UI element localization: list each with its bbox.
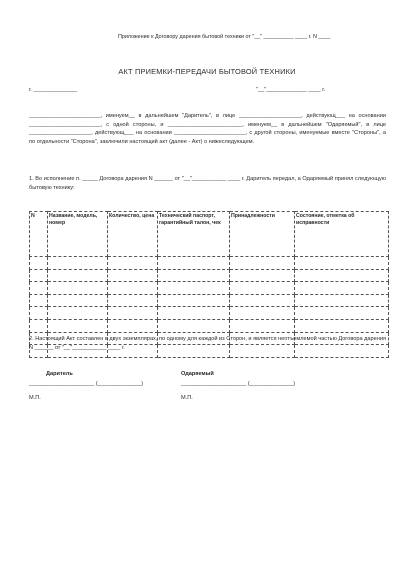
document-title: АКТ ПРИЕМКИ-ПЕРЕДАЧИ БЫТОВОЙ ТЕХНИКИ [118,67,296,76]
table-cell [230,319,295,332]
table-cell [30,282,48,295]
table-cell [230,307,295,320]
parties-paragraph: _______________________, именуем__ в дальнейшем "Даритель", в лице ____________________, действующ___ на основании _______________________, с одной стороны, и ________________________, именуем__ в дальнейшем "Одаряемый", в лице ____________________, действующ___ на основании _______________________, с другой стороны, именуемые вместе "Стороны", а по отдельности "Сторона", заключили настоящий акт (далее - Акт) о нижеследующем. [29,113,386,145]
table-cell [108,294,158,307]
table-cell [158,282,230,295]
table-cell [108,269,158,282]
table-cell [48,319,108,332]
table-cell [108,319,158,332]
table-cell [230,257,295,270]
table-cell [30,319,48,332]
table-cell [108,257,158,270]
table-cell [48,282,108,295]
table-cell [30,307,48,320]
table-cell [295,307,389,320]
table-row [30,269,389,282]
date-line: "__"_____________ ____ г. [256,87,326,93]
recipient-stamp-place: М.П. [181,395,193,401]
donor-stamp-place: М.П. [29,395,41,401]
donor-label: Даритель [46,371,73,377]
table-header-cell: Количество, цена [108,212,158,257]
table-cell [30,269,48,282]
table-row [30,294,389,307]
table-cell [158,319,230,332]
table-header-cell: Принадлежности [230,212,295,257]
table-row [30,282,389,295]
table-cell [30,294,48,307]
table-cell [48,257,108,270]
table-header-cell: Название, модель, номер [48,212,108,257]
table-cell [230,269,295,282]
table-cell [108,282,158,295]
table-cell [48,294,108,307]
table-cell [230,294,295,307]
table-cell [48,307,108,320]
header-note: Приложение к Договору дарения бытовой техники от "__" __________ ____ г. N ____ [118,34,331,40]
table-cell [158,269,230,282]
table-cell [295,269,389,282]
table-header-cell: Технический паспорт, гарантийный талон, чек [158,212,230,257]
table-cell [295,257,389,270]
table-row [30,307,389,320]
table-cell [158,307,230,320]
table-header-cell: Состояние, отметка об исправности [295,212,389,257]
transfer-paragraph: 1. Во исполнение п. _____ Договора дарения N ______ от "__"___________ ____ г. Даритель передал, а Одаряемый принял следующую бытовую технику: [29,176,386,191]
table-cell [108,307,158,320]
table-cell [230,282,295,295]
table-cell [30,257,48,270]
table-cell [295,319,389,332]
table-cell [295,294,389,307]
recipient-label: Одаряемый [181,371,214,377]
table-header-cell: N [30,212,48,257]
table-row [30,319,389,332]
copies-paragraph: 2. Настоящий Акт составлен в двух экземплярах, по одному для каждой из Сторон, и является неотъемлемой частью Договора дарения N ______ от "__"___________ ____ г. [29,336,386,351]
place-line: г. ______________ [29,87,78,93]
table-cell [158,294,230,307]
donor-signature-line: _____________________ (______________) [29,381,144,387]
table-cell [295,282,389,295]
table-cell [158,257,230,270]
table-cell [48,269,108,282]
table-header-row [30,212,389,257]
recipient-signature-line: _____________________ (______________) [181,381,296,387]
table-row [30,257,389,270]
